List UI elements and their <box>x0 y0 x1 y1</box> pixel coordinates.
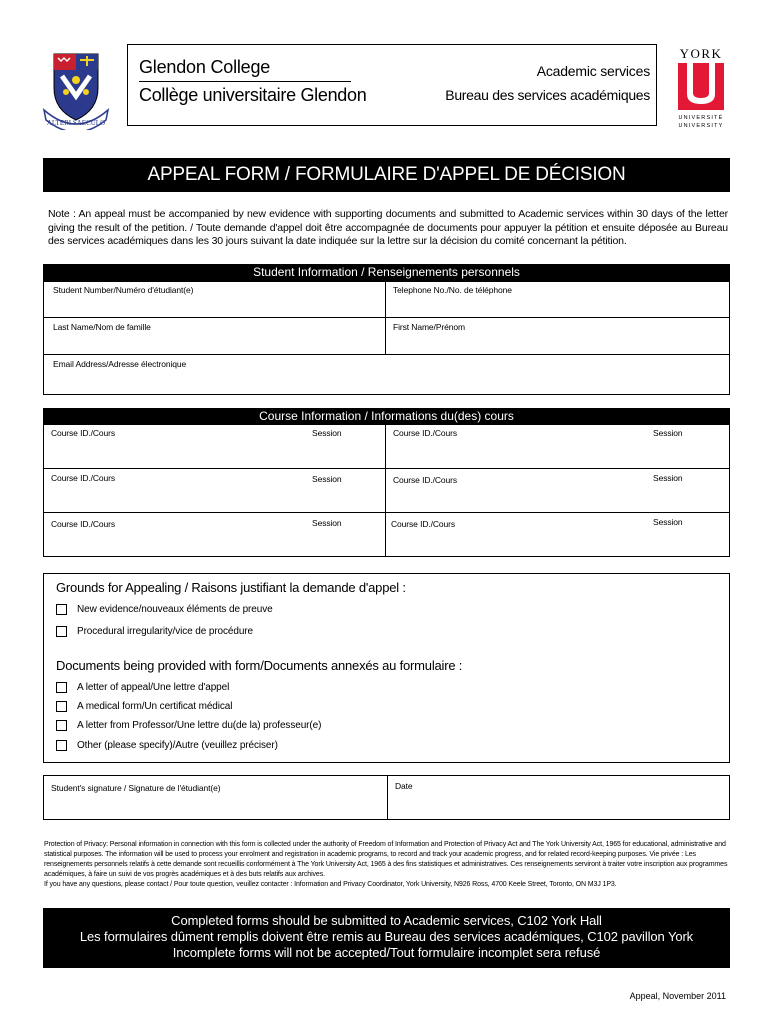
first-name-field[interactable] <box>385 317 730 355</box>
session-label: Session <box>653 473 683 483</box>
signature-label: Student's signature / Signature de l'étudiant(e) <box>51 783 221 793</box>
checkbox[interactable] <box>56 604 67 615</box>
session-label: Session <box>312 428 342 438</box>
course-row-3-right[interactable] <box>385 512 730 557</box>
session-label: Session <box>653 517 683 527</box>
email-label: Email Address/Adresse électronique <box>53 359 187 369</box>
option-new-evidence[interactable] <box>56 604 273 615</box>
york-word: YORK <box>679 46 723 61</box>
checkbox[interactable] <box>56 720 67 731</box>
header-box <box>127 44 657 126</box>
student-number-label: Student Number/Numéro d'étudiant(e) <box>53 285 194 295</box>
course-id-label: Course ID./Cours <box>393 428 458 438</box>
privacy-contact: If you have any questions, please contact / Pour toute question, veuillez contacter : Information and Privacy Coordinator, York University, N926 Ross, 4700 Keele Street, Toronto, ON M3J 1P3. <box>44 881 617 888</box>
doc-professor-letter[interactable] <box>56 720 321 731</box>
option-label: New evidence/nouveaux éléments de preuve <box>77 604 273 615</box>
date-label: Date <box>395 781 413 791</box>
course-row-2-left[interactable] <box>43 468 386 513</box>
york-line-1: UNIVERSITÉ <box>678 115 724 121</box>
course-id-label: Course ID./Cours <box>391 519 456 529</box>
submission-line-3: Incomplete forms will not be accepted/Tout formulaire incomplet sera refusé <box>172 945 601 960</box>
option-procedural-irregularity[interactable] <box>56 626 253 637</box>
student-number-field[interactable] <box>43 281 386 318</box>
checkbox[interactable] <box>56 626 67 637</box>
privacy-text: Protection of Privacy: Personal information in connection with this form is collected under the authority of Freedom of Information and Protection of Privacy Act and The York University Act, 1965 for educational, administrative and statistical purposes. The information will be used to process your enrolment and registration in academic programs, to record and track your academic progress, and for related record-keeping purposes. Vie privée : Les renseignements personnels relatifs à cette demande sont recueillis conformément à The York University Act, 1965 à des fins statistiques et administratives. Ces renseignements serviront à traiter votre inscription aux programmes académiques, à faire un suivi de vos progrès académiques et à des buts relatifs aux archives. <box>44 841 728 878</box>
york-university-logo <box>672 46 730 130</box>
last-name-field[interactable] <box>43 317 386 355</box>
college-name-en: Glendon College <box>139 57 271 77</box>
email-field[interactable] <box>43 354 730 395</box>
doc-medical-form[interactable] <box>56 701 232 712</box>
doc-label: A letter of appeal/Une lettre d'appel <box>77 682 230 693</box>
course-id-label: Course ID./Cours <box>51 473 116 483</box>
checkbox[interactable] <box>56 701 67 712</box>
submission-instructions <box>43 908 730 968</box>
course-info-header: Course Information / Informations du(des) cours <box>43 408 730 425</box>
documents-title: Documents being provided with form/Documents annexés au formulaire : <box>56 658 463 673</box>
form-title: APPEAL FORM / FORMULAIRE D'APPEL DE DÉCISION <box>43 158 730 192</box>
course-id-label: Course ID./Cours <box>393 475 458 485</box>
course-id-label: Course ID./Cours <box>51 519 116 529</box>
crest-motto: ALTERI SAECULO <box>46 119 106 127</box>
last-name-label: Last Name/Nom de famille <box>53 322 151 332</box>
course-row-3-left[interactable] <box>43 512 386 557</box>
course-id-label: Course ID./Cours <box>51 428 116 438</box>
session-label: Session <box>312 518 342 528</box>
student-info-header: Student Information / Renseignements personnels <box>43 264 730 281</box>
course-row-1-right[interactable] <box>385 424 730 469</box>
course-row-2-right[interactable] <box>385 468 730 513</box>
course-row-1-left[interactable] <box>43 424 386 469</box>
first-name-label: First Name/Prénom <box>393 322 465 332</box>
doc-label: Other (please specify)/Autre (veuillez préciser) <box>77 740 278 751</box>
college-divider <box>139 81 351 82</box>
form-version: Appeal, November 2011 <box>629 991 726 1001</box>
appeal-note: Note : An appeal must be accompanied by new evidence with supporting documents and submitted to Academic services within 30 days of the letter giving the result of the petition. / Toute demande d'appel doit être accompagnée de documents pour appuyer la pétition et ensuite déposée au Bureau des services académiques dans les 30 jours suivant la date indiquée sur la lettre sur la décision du comité concernant la pétition. <box>48 208 728 247</box>
grounds-section <box>43 573 730 763</box>
doc-label: A medical form/Un certificat médical <box>77 701 233 712</box>
privacy-notice <box>44 840 730 890</box>
telephone-field[interactable] <box>385 281 730 318</box>
college-name-fr: Collège universitaire Glendon <box>139 85 367 105</box>
session-label: Session <box>653 428 683 438</box>
grounds-title: Grounds for Appealing / Raisons justifiant la demande d'appel : <box>56 580 406 595</box>
service-name-fr: Bureau des services académiques <box>445 87 650 103</box>
submission-line-2: Les formulaires dûment remplis doivent être remis au Bureau des services académiques, C102 pavillon York <box>79 929 694 944</box>
telephone-label: Telephone No./No. de téléphone <box>393 285 512 295</box>
date-field[interactable] <box>387 775 730 820</box>
submission-line-1: Completed forms should be submitted to Academic services, C102 York Hall <box>171 913 602 928</box>
service-name-en: Academic services <box>536 63 650 79</box>
doc-other[interactable] <box>56 740 278 751</box>
signature-field[interactable] <box>43 775 388 820</box>
checkbox[interactable] <box>56 682 67 693</box>
glendon-crest-logo <box>40 48 112 130</box>
option-label: Procedural irregularity/vice de procédure <box>77 626 253 637</box>
doc-label: A letter from Professor/Une lettre du(de la) professeur(e) <box>77 720 322 731</box>
york-line-2: UNIVERSITY <box>678 123 724 129</box>
doc-letter-of-appeal[interactable] <box>56 682 229 693</box>
checkbox[interactable] <box>56 740 67 751</box>
session-label: Session <box>312 474 342 484</box>
